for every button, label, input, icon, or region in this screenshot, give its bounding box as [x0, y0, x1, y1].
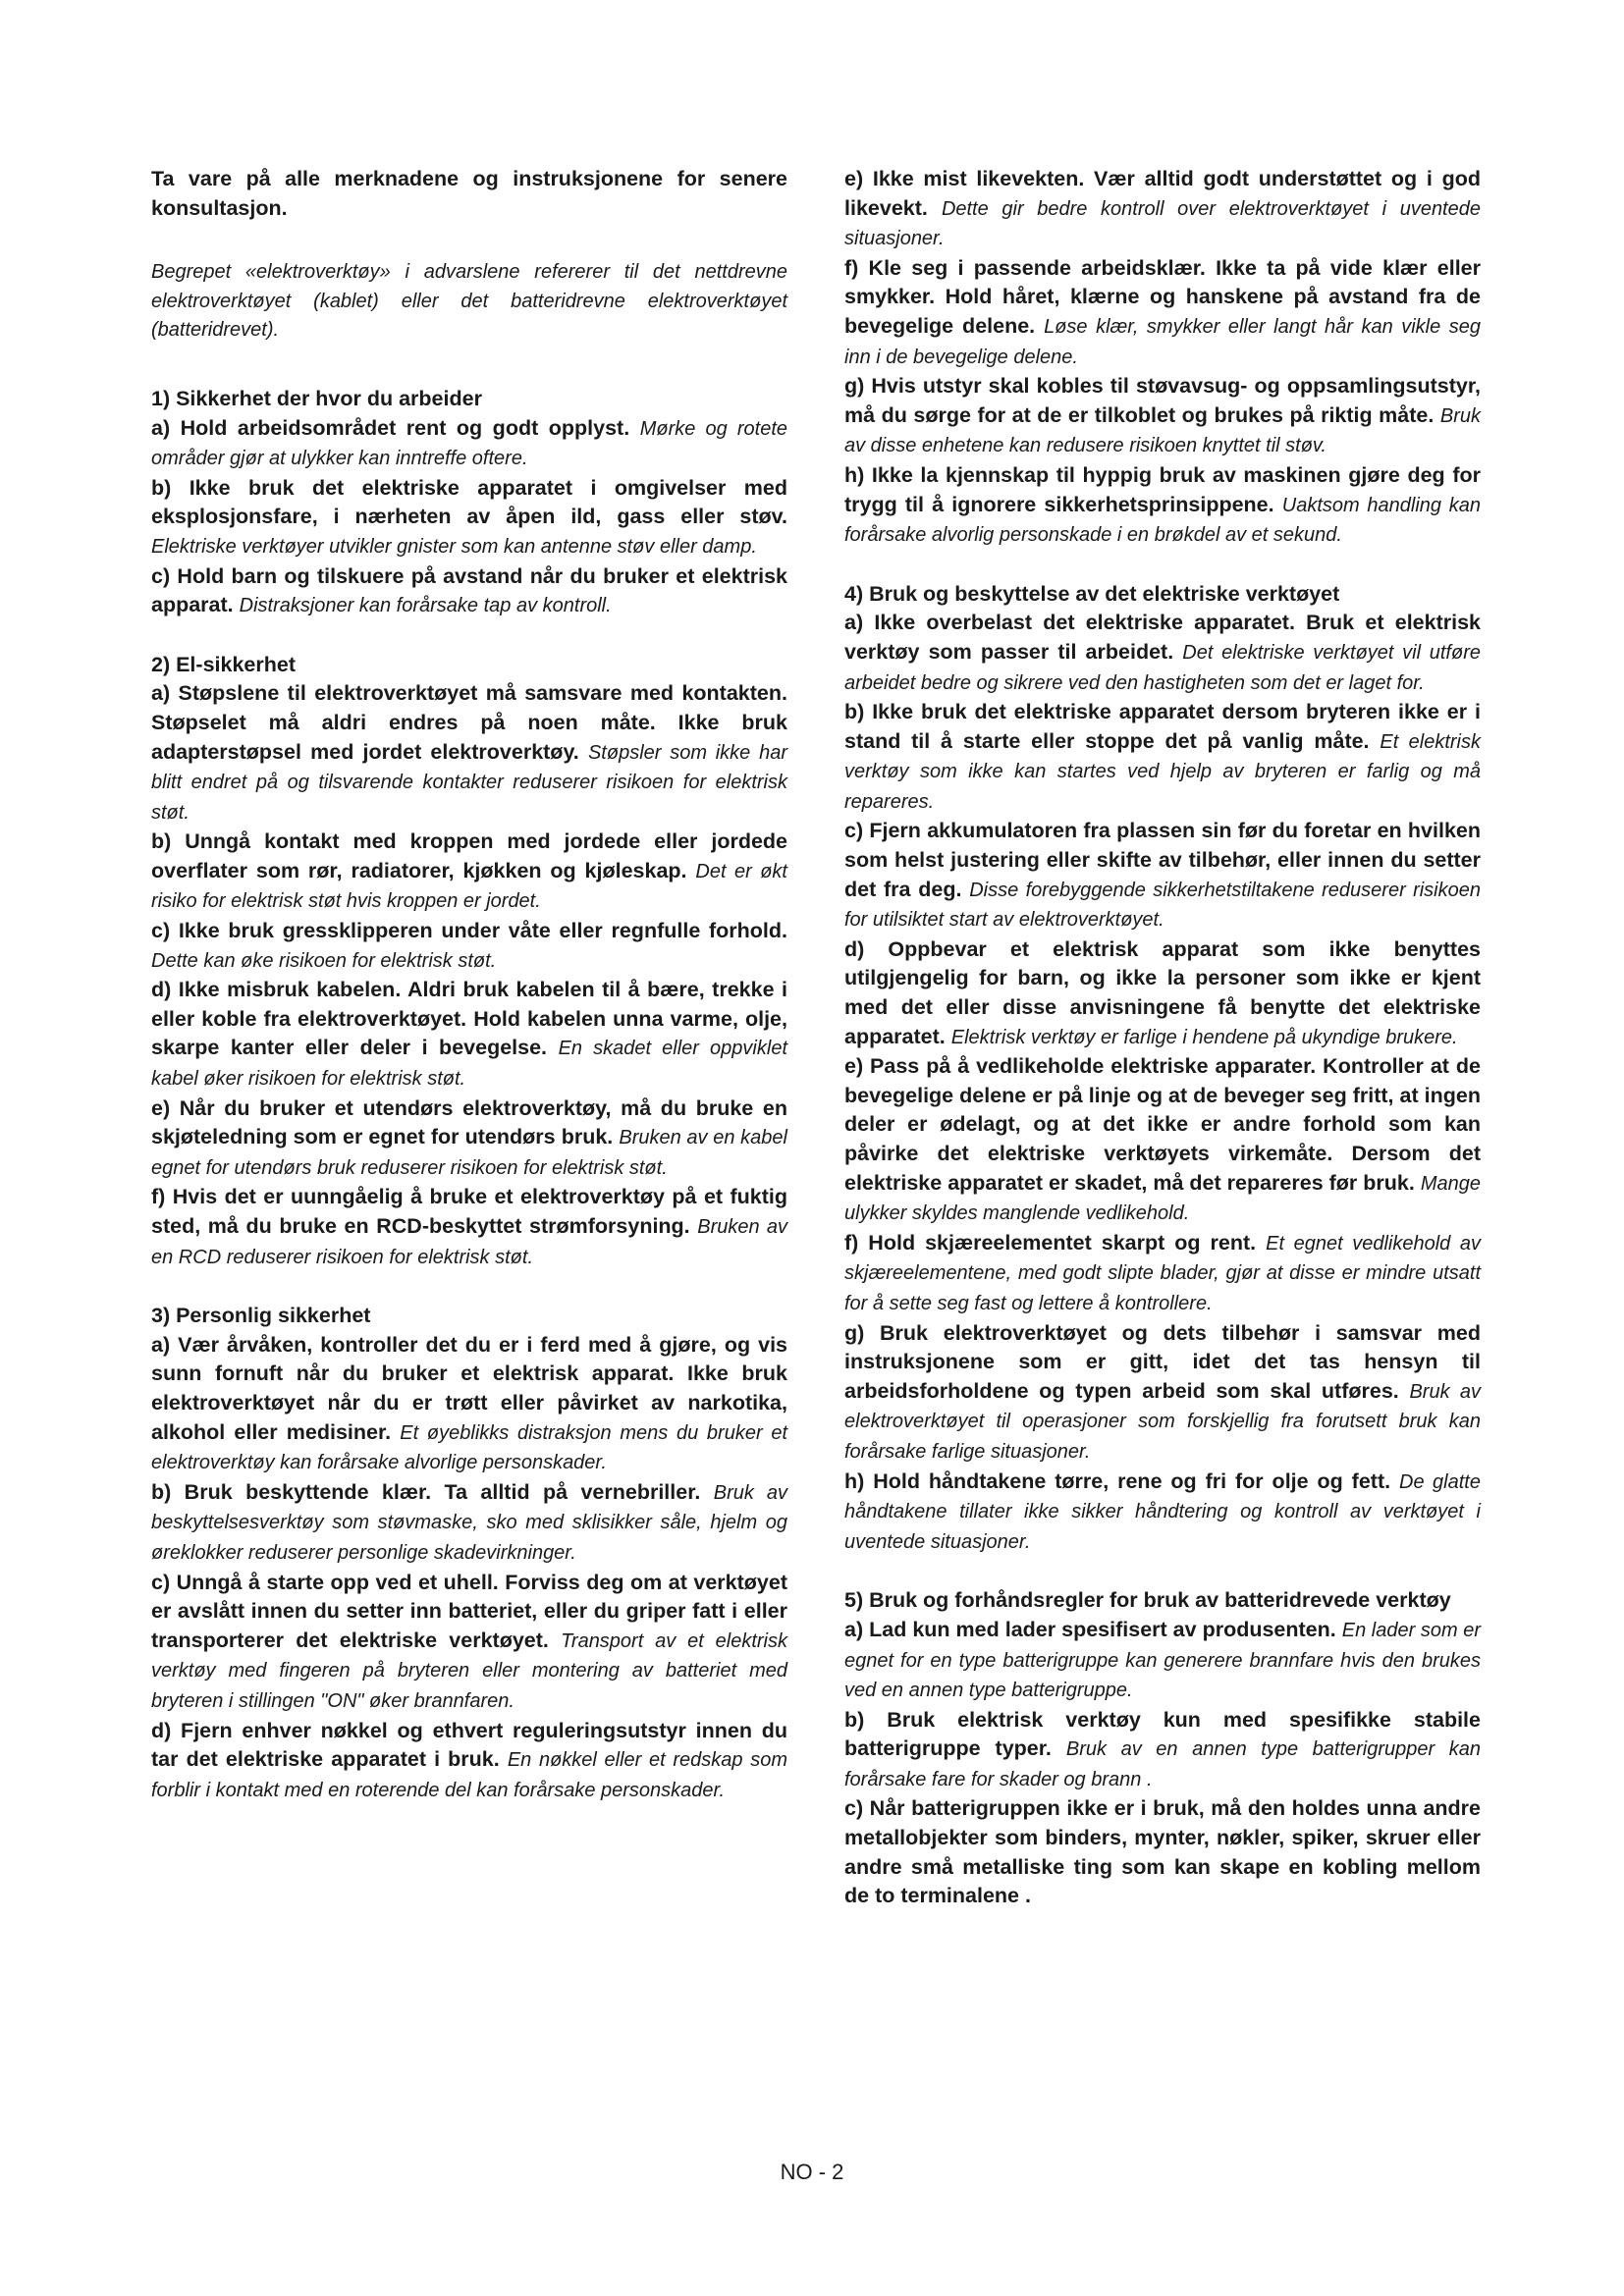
- item-4e: e) Pass på å vedlikeholde elektriske apparater. Kontroller at de bevegelige delene er på linje og at de beveger seg fritt, at ingen deler er ødelagt, og at det ikke er andre forhold som kan påvirke det elektriske verktøyets virkemåte. Dersom det elektriske apparatet er skadet, må det repareres før bruk. Mange ulykker skyldes manglende vedlikehold.: [844, 1054, 1481, 1225]
- intro-definition: Begrepet «elektroverktøy» i advarslene refererer til det nettdrevne elektroverktøyet (kablet) eller det batteridrevne elektroverktøyet (batteridrevet).: [151, 261, 787, 342]
- item-4g: g) Bruk elektroverktøyet og dets tilbehør i samsvar med instruksjonene som er gitt, idet det tas hensyn til arbeidsforholdene og typen arbeid som skal utføres. Bruk av elektroverktøyet til operasjoner som forskjellig fra forutsett bruk kan forårsake farlige situasjoner.: [844, 1320, 1481, 1463]
- item-2e: e) Når du bruker et utendørs elektroverktøy, må du bruke en skjøteledning som er egnet for utendørs bruk. Bruken av en kabel egnet for utendørs bruk reduserer risikoen for elektrisk støt.: [151, 1095, 787, 1179]
- section-3-title: 3) Personlig sikkerhet: [151, 1304, 371, 1328]
- right-column: [844, 165, 1481, 1912]
- item-2a: a) Støpslene til elektroverktøyet må samsvare med kontakten. Støpselet må aldri endres på noen måte. Ikke bruk adapterstøpsel med jordet elektroverktøy. Støpsler som ikke har blitt endret på og tilsvarende kontakter reduserer risikoen for elektrisk støt.: [151, 681, 787, 824]
- left-column: [151, 165, 787, 1805]
- item-5c: c) Når batterigruppen ikke er i bruk, må den holdes unna andre metallobjekter som binders, mynter, nøkler, spiker, skruer eller andre små metalliske ting som kan skape en kobling mellom de to terminalene .: [844, 1796, 1481, 1908]
- item-2c: c) Ikke bruk gressklipperen under våte eller regnfulle forhold. Dette kan øke risikoen for elektrisk støt.: [151, 919, 787, 972]
- item-1a: a) Hold arbeidsområdet rent og godt opplyst. Mørke og rotete områder gjør at ulykker kan inntreffe oftere.: [151, 415, 787, 470]
- page-number: NO - 2: [780, 2160, 844, 2184]
- section-1-title: 1) Sikkerhet der hvor du arbeider: [151, 386, 482, 410]
- section-5-title: 5) Bruk og forhåndsregler for bruk av batteridrevede verktøy: [844, 1588, 1451, 1613]
- item-3g: g) Hvis utstyr skal kobles til støvavsug- og oppsamlingsutstyr, må du sørge for at de er tilkoblet og brukes på riktig måte. Bruk av disse enhetene kan redusere risikoen knyttet til støv.: [844, 374, 1481, 457]
- item-4a: a) Ikke overbelast det elektriske apparatet. Bruk et elektrisk verktøy som passer til arbeidet. Det elektriske verktøyet vil utføre arbeidet bedre og sikrere ved den hastigheten som det er laget for.: [844, 611, 1481, 694]
- item-2f: f) Hvis det er uunngåelig å bruke et elektroverktøy på et fuktig sted, må du bruke en RCD-beskyttet strømforsyning. Bruken av en RCD reduserer risikoen for elektrisk støt.: [151, 1185, 787, 1268]
- item-3e: e) Ikke mist likevekten. Vær alltid godt understøttet og i god likevekt. Dette gir bedre kontroll over elektroverktøyet i uventede situasjoner.: [844, 167, 1481, 250]
- item-1b: b) Ikke bruk det elektriske apparatet i omgivelser med eksplosjonsfare, i nærheten av åpen ild, gass eller støv. Elektriske verktøyer utvikler gnister som kan antenne støv eller damp.: [151, 475, 787, 558]
- item-3f: f) Kle seg i passende arbeidsklær. Ikke ta på vide klær eller smykker. Hold håret, klærne og hanskene på avstand fra de bevegelige delene. Løse klær, smykker eller langt hår kan vikle seg inn i de bevegelige delene.: [844, 255, 1481, 368]
- item-3h: h) Ikke la kjennskap til hyppig bruk av maskinen gjøre deg for trygg til å ignorere sikkerhetsprinsippene. Uaktsom handling kan forårsake alvorlig personskade i en brøkdel av et sekund.: [844, 462, 1481, 547]
- item-3d: d) Fjern enhver nøkkel og ethvert reguleringsutstyr innen du tar det elektriske apparatet i bruk. En nøkkel eller et redskap som forblir i kontakt med en roterende del kan forårsake personskader.: [151, 1718, 787, 1801]
- section-4-title: 4) Bruk og beskyttelse av det elektriske verktøyet: [844, 581, 1340, 606]
- item-4d: d) Oppbevar et elektrisk apparat som ikke benyttes utilgjengelig for barn, og ikke la personer som ikke er kjent med det eller disse anvisningene få benytte det elektriske apparatet. Elektrisk verktøy er farlige i hendene på ukyndige brukere.: [844, 936, 1481, 1048]
- item-4c: c) Fjern akkumulatoren fra plassen sin før du foretar en hvilken som helst justering eller skifte av tilbehør, eller innen du setter det fra deg. Disse forebyggende sikkerhetstiltakene reduserer risikoen for utilsiktet start av elektroverktøyet.: [844, 819, 1481, 932]
- item-2b: b) Unngå kontakt med kroppen med jordede eller jordede overflater som rør, radiatorer, kjøkken og kjøleskap. Det er økt risiko for elektrisk støt hvis kroppen er jordet.: [151, 829, 787, 913]
- item-5a: a) Lad kun med lader spesifisert av produsenten. En lader som er egnet for en type batterigruppe kan generere brannfare hvis den brukes ved en annen type batterigruppe.: [844, 1617, 1481, 1702]
- item-4f: f) Hold skjæreelementet skarpt og rent. Et egnet vedlikehold av skjæreelementene, med godt slipte blader, gjør at disse er mindre utsatt for å sette seg fast og lettere å kontrollere.: [844, 1230, 1481, 1314]
- item-2d: d) Ikke misbruk kabelen. Aldri bruk kabelen til å bære, trekke i eller koble fra elektroverktøyet. Hold kabelen unna varme, olje, skarpe kanter eller deler i bevegelse. En skadet eller oppviklet kabel øker risikoen for elektrisk støt.: [151, 978, 787, 1091]
- item-1c: c) Hold barn og tilskuere på avstand når du bruker et elektrisk apparat. Distraksjoner kan forårsake tap av kontroll.: [151, 563, 787, 617]
- item-5b: b) Bruk elektrisk verktøy kun med spesifikke stabile batterigruppe typer. Bruk av en annen type batterigrupper kan forårsake fare for skader og brann .: [844, 1707, 1481, 1790]
- item-3c: c) Unngå å starte opp ved et uhell. Forviss deg om at verktøyet er avslått innen du setter inn batteriet, eller du griper fatt i eller transporterer det elektriske verktøyet. Transport av et elektrisk verktøy med fingeren på bryteren eller montering av batteriet med bryteren i stillingen "ON" øker brannfaren.: [151, 1570, 787, 1712]
- item-3b: b) Bruk beskyttende klær. Ta alltid på vernebriller. Bruk av beskyttelsesverktøy som støvmaske, sko med sklisikker såle, hjelm og øreklokker reduserer personlige skadevirkninger.: [151, 1479, 787, 1564]
- intro-notice: Ta vare på alle merknadene og instruksjonene for senere konsultasjon.: [151, 167, 787, 220]
- item-4b: b) Ikke bruk det elektriske apparatet dersom bryteren ikke er i stand til å starte eller stoppe det på vanlig måte. Et elektrisk verktøy som ikke kan startes ved hjelp av bryteren er farlig og må repareres.: [844, 700, 1481, 813]
- item-4h: h) Hold håndtakene tørre, rene og fri for olje og fett. De glatte håndtakene tillater ikke sikker håndtering og kontroll av verktøyet i uventede situasjoner.: [844, 1468, 1481, 1553]
- section-2-title: 2) El-sikkerhet: [151, 652, 296, 676]
- item-3a: a) Vær årvåken, kontroller det du er i ferd med å gjøre, og vis sunn fornuft når du bruker et elektrisk apparat. Ikke bruk elektroverktøyet når du er trøtt eller påvirket av narkotika, alkohol eller medisiner. Et øyeblikks distraksjon mens du bruker et elektroverktøy kan forårsake alvorlige personskader.: [151, 1332, 788, 1474]
